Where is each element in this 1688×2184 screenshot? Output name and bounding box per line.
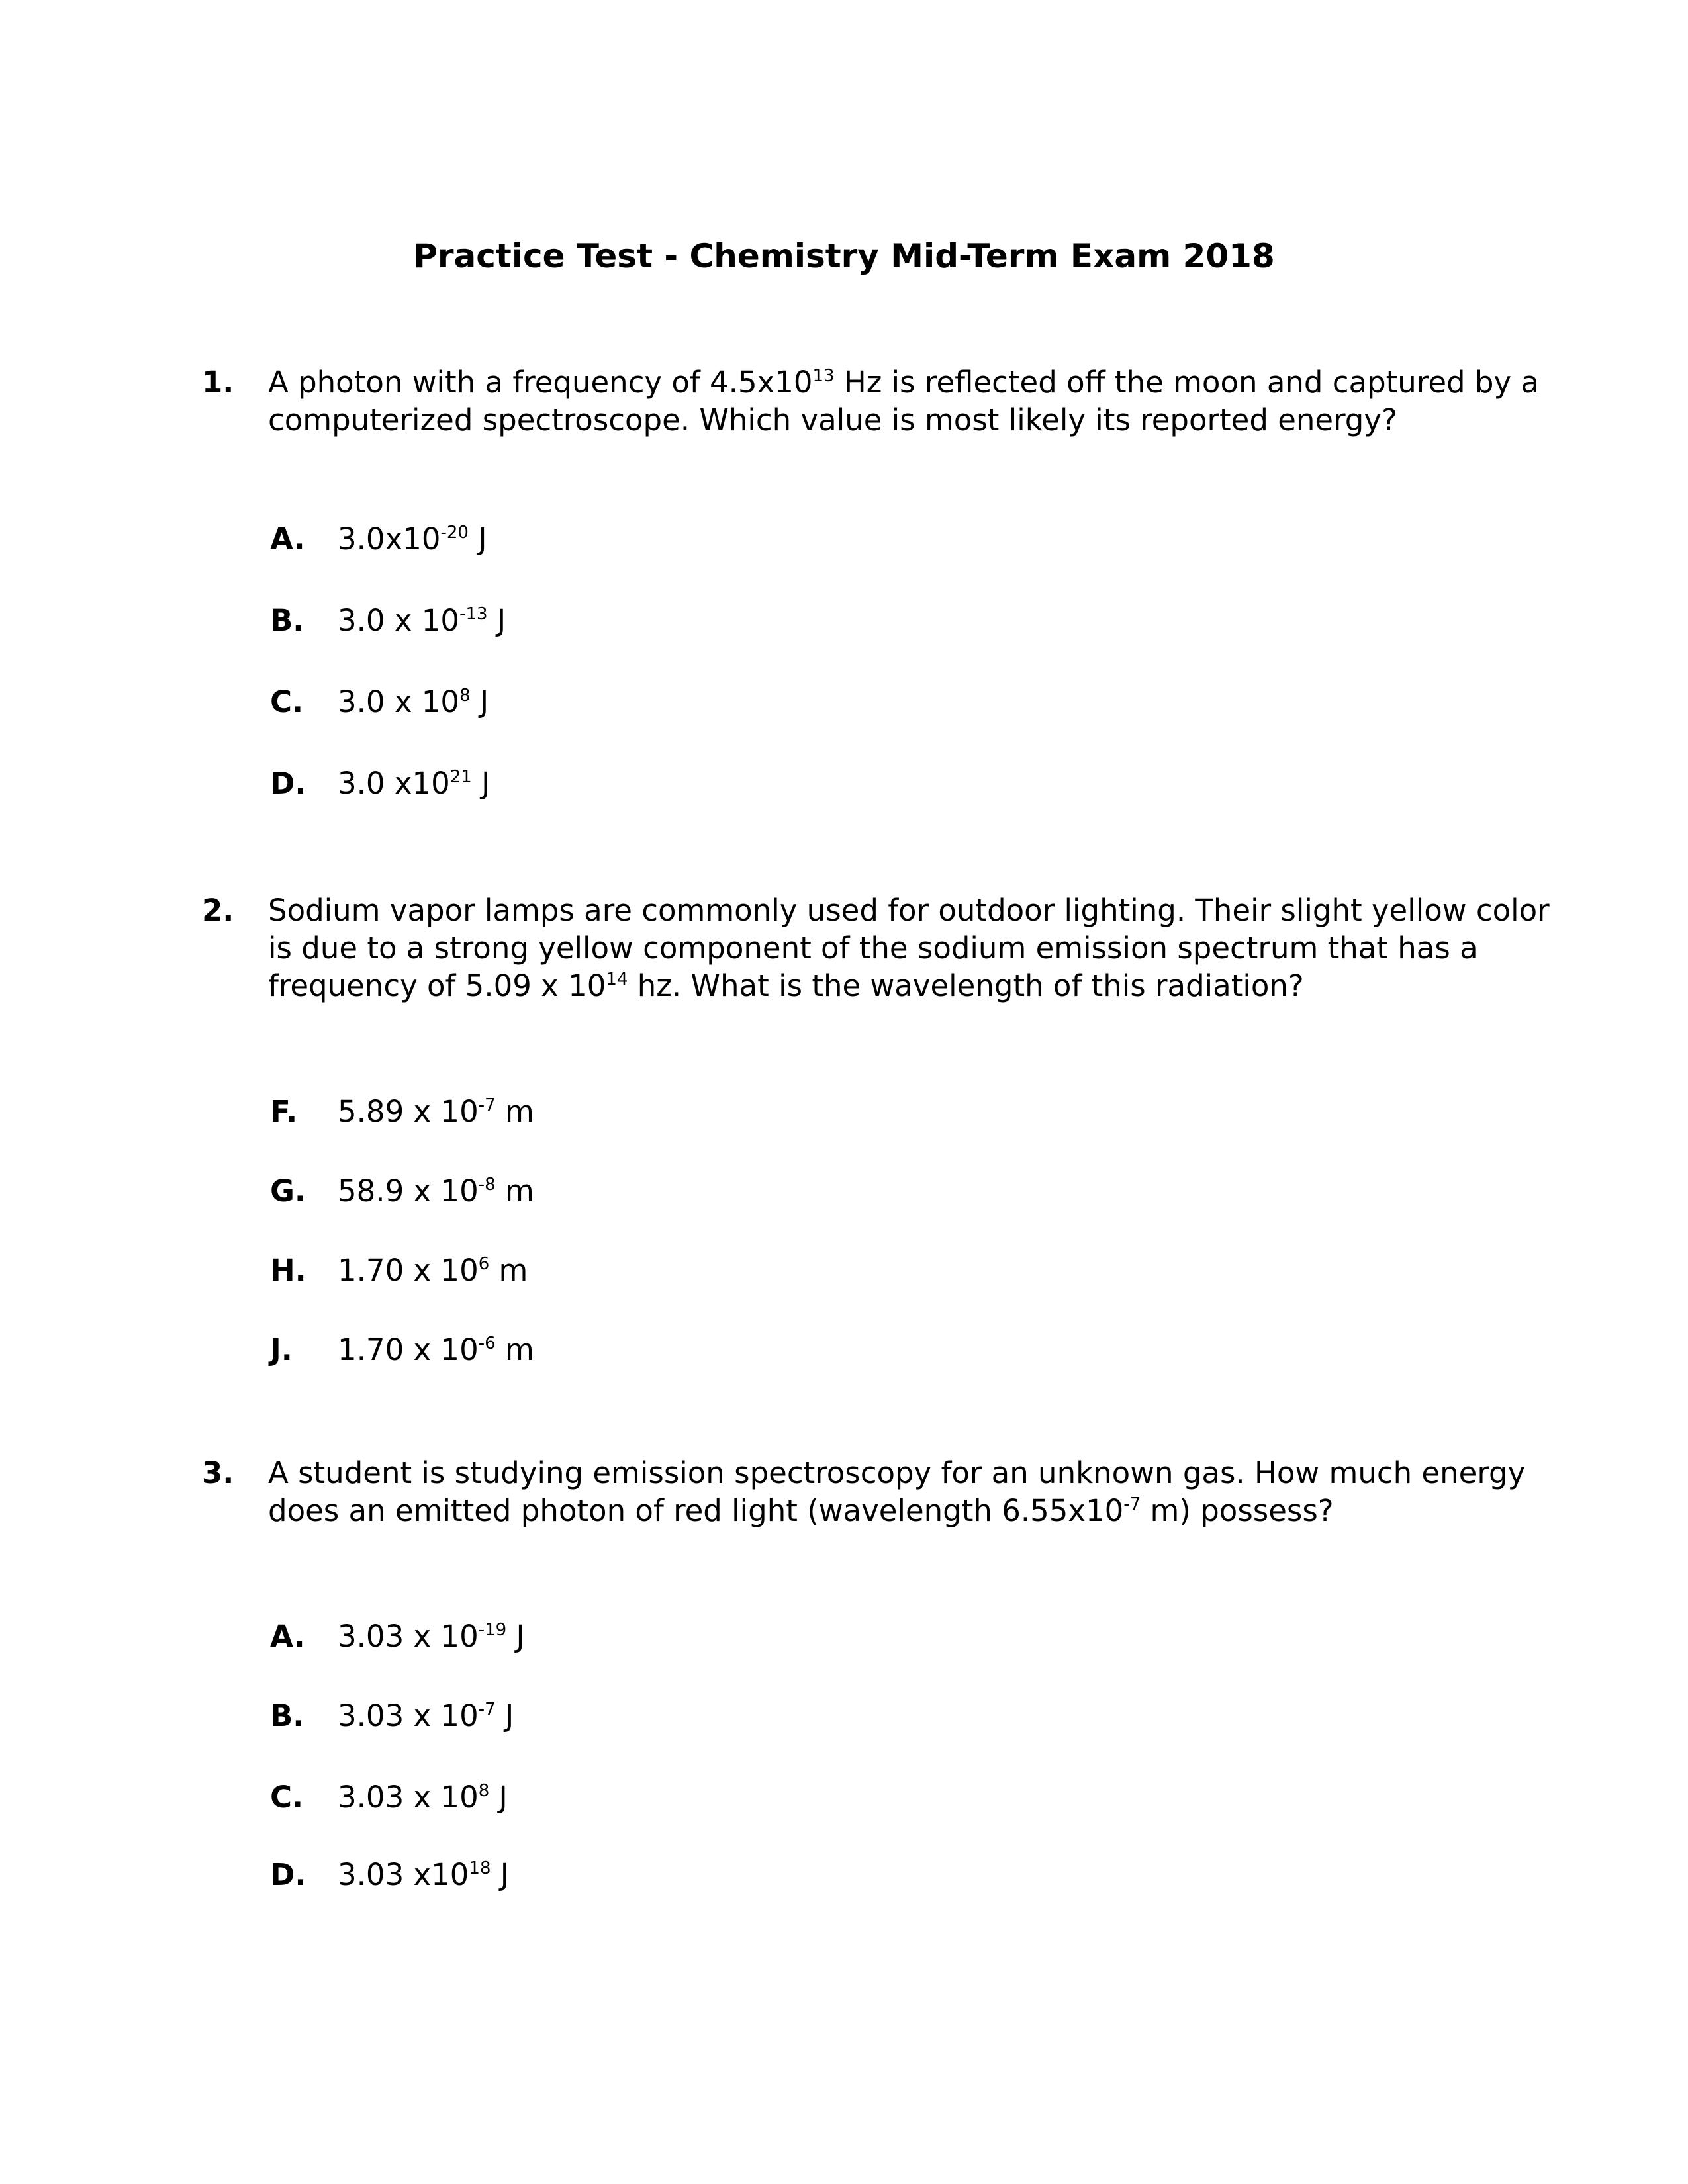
q2-line3-before: frequency of 5.09 x 10 [268,968,606,1003]
option-value-exponent: -20 [440,523,469,543]
option-value [338,1619,525,1654]
option-value-base: 3.0x10 [338,522,441,557]
option-value-unit: J [487,603,506,638]
option-value-unit: J [491,1857,510,1892]
question-1-option-d [270,764,490,802]
q3-line2-before: does an emitted photon of red light (wavelength 6.55x10 [268,1493,1124,1528]
question-2-option-g [270,1172,534,1210]
option-value-exponent: 8 [459,686,471,705]
q2-line3-exponent: 14 [606,970,628,989]
option-letter: A. [270,522,305,557]
option-value-base: 3.03 x 10 [338,1619,479,1654]
q2-line2-text: is due to a strong yellow component of the sodium emission spectrum that has a [268,931,1478,966]
option-letter: B. [270,603,305,638]
option-value [338,522,487,557]
option-value-exponent: 21 [449,767,472,787]
option-value [338,1094,534,1129]
question-2-option-h [270,1251,528,1289]
option-value-base: 5.89 x 10 [338,1094,479,1129]
question-2-text [268,891,1550,1005]
question-3-option-d [270,1856,509,1893]
option-letter: C. [270,1780,304,1815]
option-value-unit: J [470,684,489,719]
q3-line1-text: A student is studying emission spectroscopy for an unknown gas. How much energy [268,1455,1526,1490]
q1-line1-after: Hz is reflected off the moon and captured by a [834,365,1539,400]
question-3-option-a [270,1617,525,1655]
option-value-unit: m [495,1094,534,1129]
q1-line1-before: A photon with a frequency of 4.5x10 [268,365,813,400]
option-value-unit: J [468,522,487,557]
option-letter: D. [270,1857,306,1892]
question-1-option-b [270,602,506,639]
option-value [338,1253,528,1288]
option-letter: G. [270,1173,306,1208]
q1-line2-text: computerized spectroscope. Which value is most likely its reported energy? [268,402,1397,437]
option-value-unit: m [495,1173,534,1208]
question-1 [202,363,1539,439]
question-1-number: 1. [202,365,234,400]
option-letter: J. [270,1332,293,1367]
question-2 [202,891,1550,1005]
option-value [338,1698,514,1733]
option-letter: C. [270,684,304,719]
option-value-exponent: -7 [478,1095,496,1115]
question-1-line-2 [268,401,1526,439]
question-1-text [268,363,1539,439]
option-value-unit: m [495,1332,534,1367]
question-3-number: 3. [202,1455,234,1490]
option-letter: A. [270,1619,305,1654]
option-value-exponent: -7 [478,1700,496,1719]
question-3 [202,1454,1526,1529]
option-value-unit: J [506,1619,525,1654]
option-value-exponent: -19 [478,1620,507,1640]
option-value-base: 3.03 x 10 [338,1698,479,1733]
q3-line2-exponent: -7 [1123,1494,1141,1514]
question-3-option-c [270,1778,508,1816]
option-value [338,1332,534,1367]
question-3-line-1 [268,1454,1526,1492]
question-2-line-2 [268,929,1526,967]
question-3-line-2 [268,1492,1526,1529]
question-1-line-1 [268,363,1539,401]
q3-line2-after: m) possess? [1141,1493,1334,1528]
option-letter: D. [270,766,306,801]
option-value-exponent: 8 [478,1781,490,1801]
option-value-unit: J [471,766,491,801]
option-letter: B. [270,1698,305,1733]
option-value [338,1780,508,1815]
q2-line3-after: hz. What is the wavelength of this radiation? [628,968,1304,1003]
question-3-option-b [270,1697,514,1735]
option-value-base: 3.0 x 10 [338,684,460,719]
option-value-exponent: -8 [478,1175,496,1195]
question-3-text [268,1454,1526,1529]
question-2-option-f [270,1093,534,1130]
option-value-base: 3.03 x 10 [338,1780,479,1815]
option-value-base: 1.70 x 10 [338,1253,479,1288]
question-2-option-j [270,1331,534,1369]
option-letter: H. [270,1253,306,1288]
option-value-base: 58.9 x 10 [338,1173,479,1208]
option-value-unit: J [489,1780,508,1815]
q1-line1-exponent: 13 [812,366,835,386]
option-value-base: 3.0 x 10 [338,603,460,638]
option-value-exponent: 18 [469,1858,491,1878]
option-value-unit: J [495,1698,514,1733]
option-value-exponent: -6 [478,1334,496,1353]
option-value [338,1857,509,1892]
option-value-exponent: -13 [459,604,488,624]
question-2-line-3 [268,967,1526,1005]
question-2-number: 2. [202,893,234,928]
option-value [338,1173,534,1208]
option-letter: F. [270,1094,298,1129]
page-title: Practice Test - Chemistry Mid-Term Exam 2018 [413,237,1275,275]
option-value-base: 3.0 x10 [338,766,450,801]
question-2-line-1 [268,891,1550,929]
option-value [338,766,490,801]
question-1-option-c [270,683,489,721]
question-1-option-a [270,520,487,558]
option-value-base: 1.70 x 10 [338,1332,479,1367]
option-value-exponent: 6 [478,1254,490,1274]
q2-line1-text: Sodium vapor lamps are commonly used for outdoor lighting. Their slight yellow color [268,893,1550,928]
option-value [338,603,506,638]
option-value-unit: m [489,1253,528,1288]
option-value-base: 3.03 x10 [338,1857,469,1892]
option-value [338,684,489,719]
